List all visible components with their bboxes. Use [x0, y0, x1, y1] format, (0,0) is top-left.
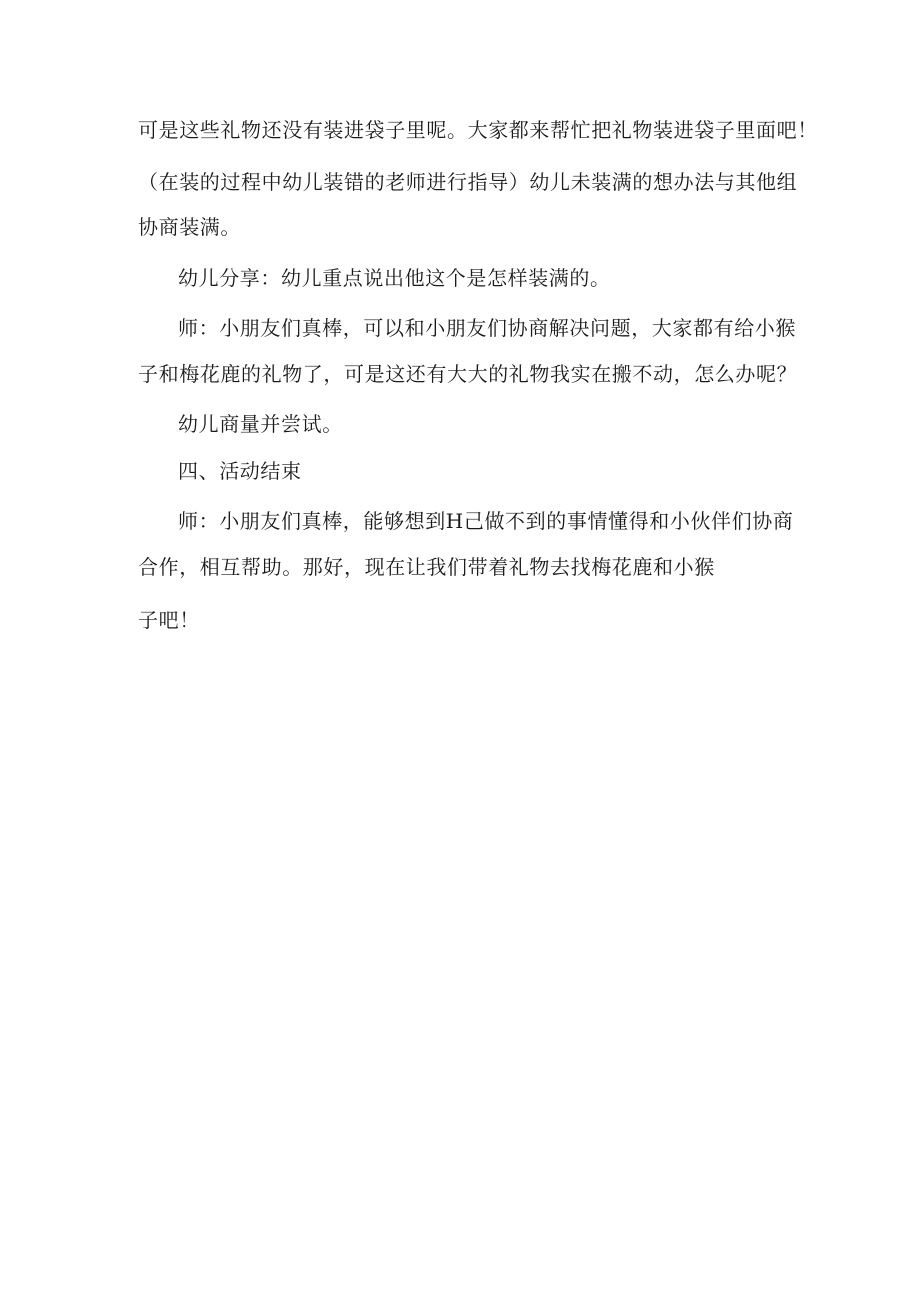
paragraph-line: 可是这些礼物还没有装进袋子里呢。大家都来帮忙把礼物装进袋子里面吧！ — [138, 118, 818, 142]
paragraph-line: 合作，相互帮助。那好，现在让我们带着礼物去找梅花鹿和小猴 — [138, 555, 715, 579]
paragraph-line: 子吧！ — [138, 608, 200, 632]
section-heading: 四、活动结束 — [178, 459, 302, 483]
paragraph-line: 师：小朋友们真棒，能够想到H己做不到的事情懂得和小伙伴们协商 — [178, 509, 794, 533]
paragraph-line: 幼儿分享：幼儿重点说出他这个是怎样装满的。 — [178, 266, 611, 290]
paragraph-line: （在装的过程中幼儿装错的老师进行指导）幼儿未装满的想办法与其他组 — [138, 170, 798, 194]
paragraph-line: 师：小朋友们真棒，可以和小朋友们协商解决问题，大家都有给小猴 — [178, 316, 796, 340]
paragraph-line: 幼儿商量并尝试。 — [178, 412, 343, 436]
paragraph-line: 子和梅花鹿的礼物了，可是这还有大大的礼物我实在搬不动，怎么办呢？ — [138, 362, 798, 386]
paragraph-line: 协商装满。 — [138, 215, 241, 239]
